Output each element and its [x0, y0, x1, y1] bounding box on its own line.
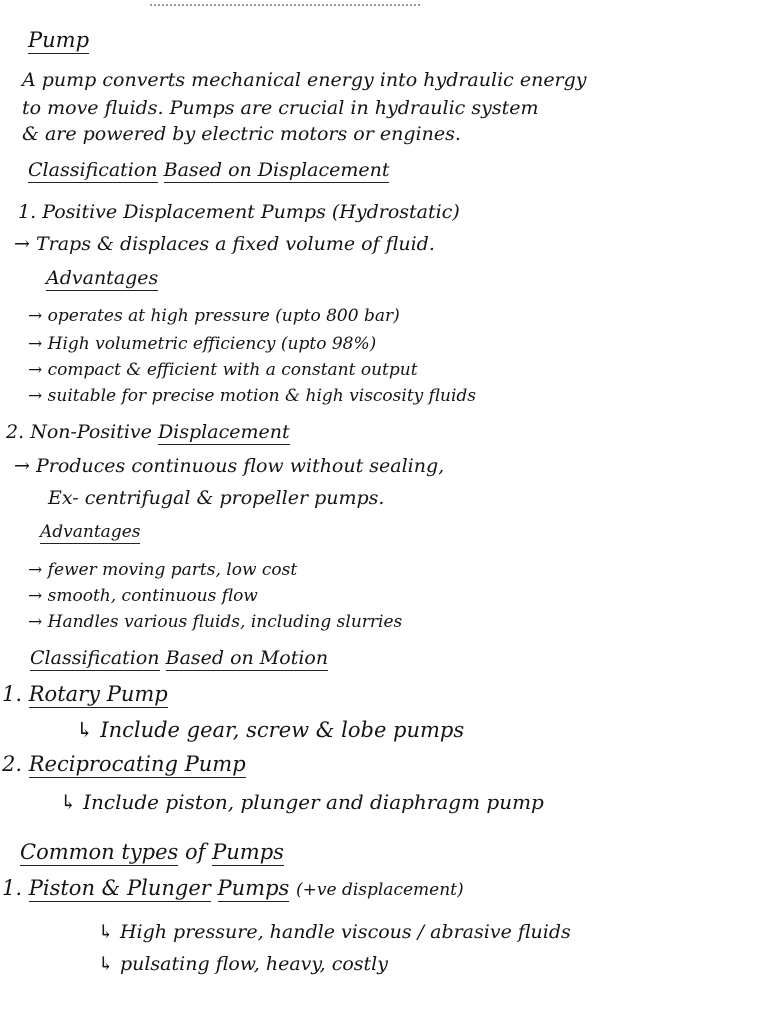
motion-heading-b: Based on Motion: [165, 647, 329, 669]
npd-advantages-heading-text: Advantages: [40, 522, 141, 542]
common-types-heading: [20, 840, 284, 864]
pd-label-text: Positive Displacement Pumps: [42, 201, 326, 223]
rotary-label-text: Rotary Pump: [28, 682, 168, 706]
rotary-label: [2, 682, 168, 706]
piston-label-b: Pumps: [217, 876, 290, 900]
pd-label: [18, 200, 460, 224]
npd-label-text: Non-Positive: [30, 421, 152, 443]
piston-plunger-label: [2, 876, 464, 902]
piston-detail-1: ↳ High pressure, handle viscous / abrasive fluids: [98, 921, 571, 943]
npd-advantages-heading: [40, 520, 140, 544]
npd-advantage-3: → Handles various fluids, including slurries: [28, 612, 403, 632]
npd-number: 2.: [6, 421, 25, 443]
page-title: [28, 28, 89, 52]
pd-advantage-3: → compact & efficient with a constant output: [28, 360, 418, 380]
common-heading-b: of: [185, 840, 206, 864]
intro-line-1: A pump converts mechanical energy into hydraulic energy: [22, 69, 587, 91]
top-edge-scribble: [150, 0, 420, 6]
displacement-heading: [28, 158, 389, 182]
piston-label-paren: (+ve displacement): [296, 880, 464, 900]
pd-advantages-heading: [46, 266, 158, 290]
npd-example: Ex- centrifugal & propeller pumps.: [48, 487, 385, 509]
piston-detail-2: ↳ pulsating flow, heavy, costly: [98, 953, 388, 975]
common-heading-a: Common types: [20, 840, 179, 864]
npd-label: [6, 420, 290, 444]
common-heading-c: Pumps: [212, 840, 284, 864]
intro-line-3: & are powered by electric motors or engines.: [22, 123, 461, 145]
pd-advantage-2: → High volumetric efficiency (upto 98%): [28, 334, 377, 354]
npd-label-underlined: Displacement: [157, 421, 290, 443]
rotary-detail: ↳ Include gear, screw & lobe pumps: [76, 718, 465, 742]
npd-advantage-2: → smooth, continuous flow: [28, 586, 258, 606]
displacement-heading-rest: Based on Displacement: [163, 159, 390, 181]
intro-line-2: to move fluids. Pumps are crucial in hydraulic system: [22, 97, 539, 119]
piston-label-a: Piston & Plunger: [28, 876, 211, 900]
pd-advantages-heading-text: Advantages: [46, 267, 159, 289]
reciprocating-label-text: Reciprocating Pump: [28, 752, 246, 776]
pd-number: 1.: [18, 201, 37, 223]
reciprocating-number: 2.: [2, 752, 23, 776]
reciprocating-label: [2, 752, 246, 776]
motion-heading: [30, 646, 328, 670]
pd-advantage-1: → operates at high pressure (upto 800 bar): [28, 306, 400, 326]
npd-advantage-1: → fewer moving parts, low cost: [28, 560, 298, 580]
displacement-heading-prefix: Classification: [28, 159, 158, 181]
title-text: Pump: [28, 28, 90, 52]
pd-advantage-4: → suitable for precise motion & high viscosity fluids: [28, 386, 477, 406]
reciprocating-detail: ↳ Include piston, plunger and diaphragm pump: [60, 790, 544, 814]
npd-description: → Produces continuous flow without sealing,: [14, 455, 445, 477]
piston-number: 1.: [2, 876, 23, 900]
pd-label-paren: (Hydrostatic): [331, 201, 460, 223]
pd-description: → Traps & displaces a fixed volume of fluid.: [14, 233, 435, 255]
rotary-number: 1.: [2, 682, 23, 706]
motion-heading-a: Classification: [30, 647, 160, 669]
